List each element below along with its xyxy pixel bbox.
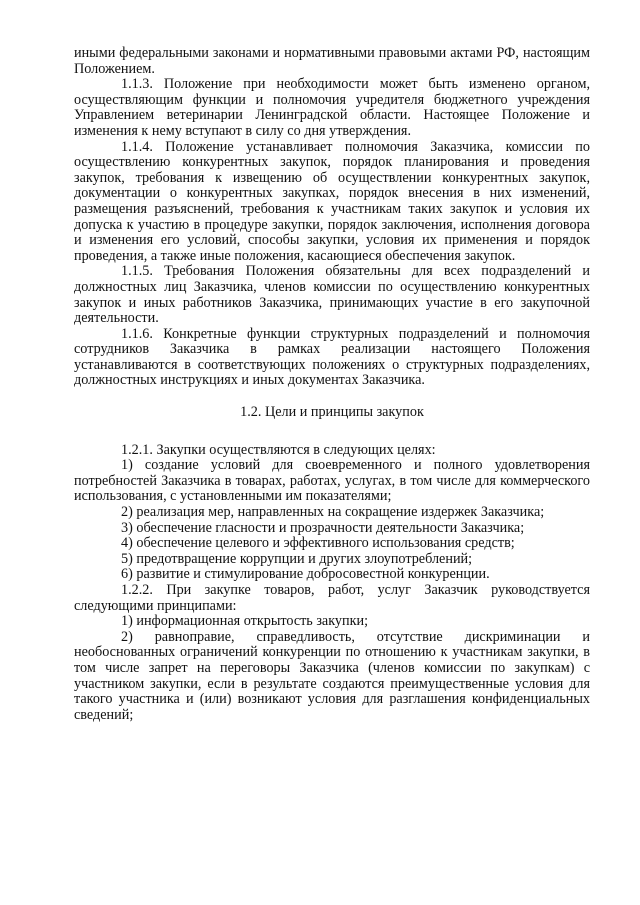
list-item-principle-1: 1) информационная открытость закупки; <box>121 613 369 630</box>
paragraph-1-2-1: 1.2.1. Закупки осуществляются в следующих целях: <box>121 441 436 458</box>
list-item-goal-5: 5) предотвращение коррупции и других злоупотреблений; <box>121 550 473 567</box>
paragraph-1-2-2: 1.2.2. При закупке товаров, работ, услуг Заказчик руководствуется следующими принципами: <box>74 582 590 614</box>
list-item-goal-2: 2) реализация мер, направленных на сокращение издержек Заказчика; <box>121 504 545 521</box>
paragraph-continuation: иными федеральными законами и нормативными правовыми актами РФ, настоящим Положением. <box>74 45 590 77</box>
paragraph-1-1-3: 1.1.3. Положение при необходимости может быть изменено органом, осуществляющим функции и полномочия учредителя бюджетного учреждения Управлением ветеринарии Ленинградской области. Настоящее Положение и изменения к нему вступают в силу со дня утверждения. <box>74 76 590 139</box>
paragraph-1-1-5: 1.1.5. Требования Положения обязательны для всех подразделений и должностных лиц Заказчика, членов комиссии по осуществлению конкурентных закупок и иных работников Заказчика, принимающих участие в его закупочной деятельности. <box>74 263 590 327</box>
list-item-goal-3: 3) обеспечение гласности и прозрачности деятельности Заказчика; <box>121 519 525 536</box>
section-heading: 1.2. Цели и принципы закупок <box>240 404 424 421</box>
list-item-goal-1: 1) создание условий для своевременного и полного удовлетворения потребностей Заказчика в товарах, работах, услугах, в том числе для коммерческого использования, с установленными им показателями; <box>74 457 590 505</box>
paragraph-1-1-4: 1.1.4. Положение устанавливает полномочия Заказчика, комиссии по осуществлению конкурентных закупок, порядок планирования и проведения закупок, требования к извещению об осуществлении конкурентных закупок, документации о конкурентных закупках, порядок внесения в них изменений, размещения разъяснений, требования к участникам таких закупок и условия их допуска к участию в процедуре закупки, порядок заключения, исполнения договора и изменения его условий, способы закупки, условия их применения и порядок проведения, а также иные положения, касающиеся обеспечения закупок. <box>74 138 590 264</box>
list-item-principle-2: 2) равноправие, справедливость, отсутствие дискриминации и необоснованных ограничений конкуренции по отношению к участникам закупки, в том числе запрет на переговоры Заказчика (членов комиссии по закупкам) с участником закупки, если в результате создаются преимущественные условия для такого участника и (или) возникают условия для разглашения конфиденциальных сведений; <box>74 628 590 723</box>
document-body <box>74 46 590 723</box>
list-item-goal-6: 6) развитие и стимулирование добросовестной конкуренции. <box>121 566 490 583</box>
paragraph-1-1-6: 1.1.6. Конкретные функции структурных подразделений и полномочия сотрудников Заказчика в рамках реализации настоящего Положения устанавливаются в соответствующих положениях о структурных подразделениях, должностных инструкциях и иных документах Заказчика. <box>74 325 590 389</box>
list-item-goal-4: 4) обеспечение целевого и эффективного использования средств; <box>121 535 515 552</box>
